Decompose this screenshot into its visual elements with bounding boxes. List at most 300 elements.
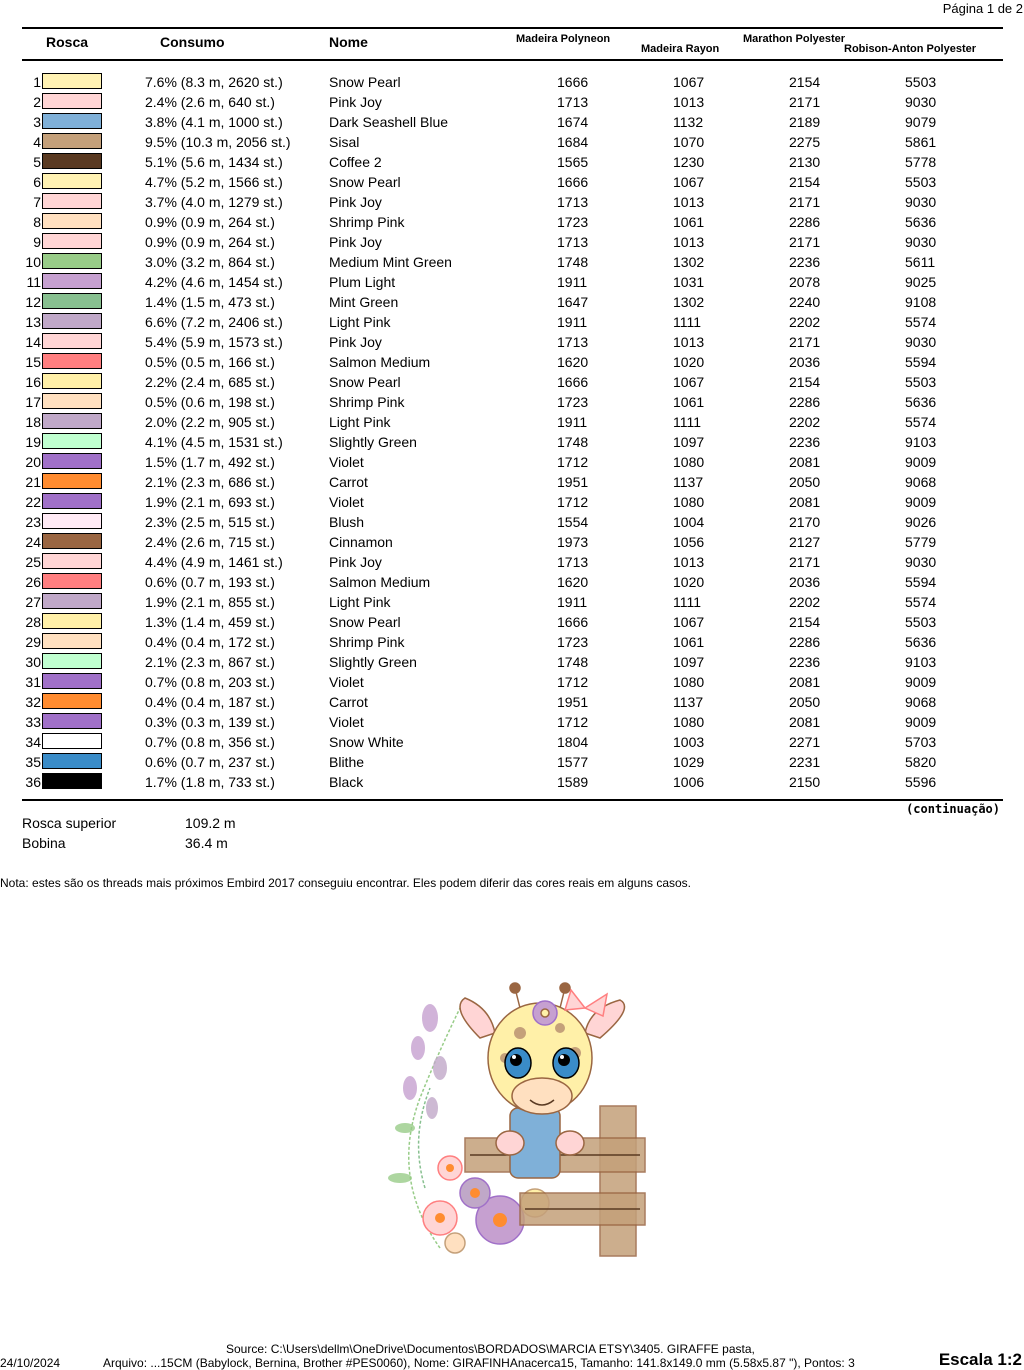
madeira-rayon-cell: 1013 bbox=[673, 554, 705, 570]
color-swatch bbox=[42, 753, 102, 769]
madeira-polyneon-cell: 1951 bbox=[557, 474, 589, 490]
color-swatch bbox=[42, 153, 102, 169]
consumption-cell: 0.9% (0.9 m, 264 st.) bbox=[145, 234, 275, 250]
thread-name-cell: Plum Light bbox=[329, 274, 396, 290]
color-swatch bbox=[42, 113, 102, 129]
robison-anton-cell: 9068 bbox=[905, 474, 937, 490]
table-bottom-rule bbox=[22, 799, 1003, 801]
consumption-cell: 0.7% (0.8 m, 203 st.) bbox=[145, 674, 275, 690]
thread-name-cell: Black bbox=[329, 774, 364, 790]
table-row bbox=[0, 772, 1024, 792]
madeira-polyneon-cell: 1577 bbox=[557, 754, 589, 770]
madeira-polyneon-cell: 1748 bbox=[557, 654, 589, 670]
color-swatch bbox=[42, 253, 102, 269]
footer-source: Source: C:\Users\dellm\OneDrive\Documentos\BORDADOS\MARCIA ETSY\3405. GIRAFFE pasta, bbox=[226, 1342, 755, 1356]
thread-name-cell: Violet bbox=[329, 494, 364, 510]
color-swatch bbox=[42, 93, 102, 109]
header-madeira-rayon: Madeira Rayon bbox=[641, 43, 720, 55]
thread-number: 36 bbox=[25, 774, 41, 790]
madeira-polyneon-cell: 1973 bbox=[557, 534, 589, 550]
color-swatch bbox=[42, 493, 102, 509]
thread-number: 30 bbox=[25, 654, 41, 670]
color-swatch bbox=[42, 713, 102, 729]
madeira-rayon-cell: 1097 bbox=[673, 434, 705, 450]
thread-number: 18 bbox=[25, 414, 41, 430]
thread-name-cell: Shrimp Pink bbox=[329, 214, 405, 230]
robison-anton-cell: 9009 bbox=[905, 674, 937, 690]
thread-number: 6 bbox=[33, 174, 41, 190]
madeira-polyneon-cell: 1713 bbox=[557, 194, 589, 210]
madeira-polyneon-cell: 1666 bbox=[557, 614, 589, 630]
consumption-cell: 0.9% (0.9 m, 264 st.) bbox=[145, 214, 275, 230]
robison-anton-cell: 5703 bbox=[905, 734, 937, 750]
header-robison-anton-polyester: Robison-Anton Polyester bbox=[844, 43, 977, 55]
header-madeira-polyneon: Madeira Polyneon bbox=[516, 33, 611, 45]
madeira-rayon-cell: 1031 bbox=[673, 274, 705, 290]
consumption-cell: 2.1% (2.3 m, 867 st.) bbox=[145, 654, 275, 670]
color-swatch bbox=[42, 733, 102, 749]
thread-number: 27 bbox=[25, 594, 41, 610]
table-row bbox=[0, 92, 1024, 112]
marathon-polyester-cell: 2036 bbox=[789, 574, 821, 590]
thread-name-cell: Salmon Medium bbox=[329, 354, 431, 370]
color-swatch bbox=[42, 613, 102, 629]
marathon-polyester-cell: 2081 bbox=[789, 454, 821, 470]
marathon-polyester-cell: 2275 bbox=[789, 134, 821, 150]
color-swatch bbox=[42, 393, 102, 409]
header-top-rule bbox=[22, 27, 1003, 29]
color-swatch bbox=[42, 73, 102, 89]
robison-anton-cell: 5611 bbox=[905, 254, 936, 270]
thread-number: 9 bbox=[33, 234, 41, 250]
table-row bbox=[0, 72, 1024, 92]
table-row bbox=[0, 152, 1024, 172]
madeira-rayon-cell: 1006 bbox=[673, 774, 705, 790]
thread-name-cell: Shrimp Pink bbox=[329, 634, 405, 650]
table-row bbox=[0, 652, 1024, 672]
table-row bbox=[0, 732, 1024, 752]
consumption-cell: 3.8% (4.1 m, 1000 st.) bbox=[145, 114, 283, 130]
marathon-polyester-cell: 2154 bbox=[789, 374, 821, 390]
madeira-rayon-cell: 1061 bbox=[673, 214, 705, 230]
table-row bbox=[0, 372, 1024, 392]
thread-name-cell: Pink Joy bbox=[329, 94, 382, 110]
color-swatch bbox=[42, 553, 102, 569]
consumption-cell: 2.4% (2.6 m, 640 st.) bbox=[145, 94, 275, 110]
robison-anton-cell: 5503 bbox=[905, 174, 937, 190]
madeira-polyneon-cell: 1565 bbox=[557, 154, 589, 170]
robison-anton-cell: 5820 bbox=[905, 754, 937, 770]
table-row bbox=[0, 412, 1024, 432]
thread-name-cell: Pink Joy bbox=[329, 554, 382, 570]
consumption-cell: 0.4% (0.4 m, 172 st.) bbox=[145, 634, 275, 650]
marathon-polyester-cell: 2154 bbox=[789, 74, 821, 90]
marathon-polyester-cell: 2202 bbox=[789, 314, 821, 330]
thread-name-cell: Violet bbox=[329, 454, 364, 470]
color-swatch bbox=[42, 673, 102, 689]
madeira-rayon-cell: 1056 bbox=[673, 534, 705, 550]
madeira-rayon-cell: 1020 bbox=[673, 574, 705, 590]
marathon-polyester-cell: 2154 bbox=[789, 174, 821, 190]
thread-number: 24 bbox=[25, 534, 41, 550]
thread-name-cell: Pink Joy bbox=[329, 334, 382, 350]
thread-number: 29 bbox=[25, 634, 41, 650]
robison-anton-cell: 5503 bbox=[905, 614, 937, 630]
table-row bbox=[0, 612, 1024, 632]
robison-anton-cell: 9068 bbox=[905, 694, 937, 710]
madeira-polyneon-cell: 1951 bbox=[557, 694, 589, 710]
scale-label: Escala 1:2 bbox=[938, 1350, 1022, 1369]
madeira-polyneon-cell: 1723 bbox=[557, 634, 589, 650]
page-number: Página 1 de 2 bbox=[942, 1, 1023, 16]
marathon-polyester-cell: 2078 bbox=[789, 274, 821, 290]
color-swatch bbox=[42, 773, 102, 789]
color-swatch bbox=[42, 233, 102, 249]
thread-number: 1 bbox=[33, 74, 41, 90]
thread-number: 25 bbox=[25, 554, 41, 570]
consumption-cell: 0.4% (0.4 m, 187 st.) bbox=[145, 694, 275, 710]
consumption-cell: 5.1% (5.6 m, 1434 st.) bbox=[145, 154, 283, 170]
thread-name-cell: Slightly Green bbox=[329, 434, 417, 450]
color-swatch bbox=[42, 173, 102, 189]
top-thread-value: 109.2 m bbox=[185, 815, 236, 831]
consumption-cell: 2.0% (2.2 m, 905 st.) bbox=[145, 414, 275, 430]
header-marathon-polyester: Marathon Polyester bbox=[743, 33, 846, 45]
madeira-polyneon-cell: 1911 bbox=[557, 314, 588, 330]
marathon-polyester-cell: 2202 bbox=[789, 414, 821, 430]
robison-anton-cell: 5596 bbox=[905, 774, 937, 790]
consumption-cell: 1.9% (2.1 m, 693 st.) bbox=[145, 494, 275, 510]
color-swatch bbox=[42, 533, 102, 549]
consumption-cell: 0.5% (0.6 m, 198 st.) bbox=[145, 394, 275, 410]
madeira-polyneon-cell: 1666 bbox=[557, 374, 589, 390]
madeira-rayon-cell: 1111 bbox=[673, 594, 702, 610]
marathon-polyester-cell: 2286 bbox=[789, 214, 821, 230]
robison-anton-cell: 5574 bbox=[905, 594, 937, 610]
madeira-polyneon-cell: 1712 bbox=[557, 454, 589, 470]
consumption-cell: 2.2% (2.4 m, 685 st.) bbox=[145, 374, 275, 390]
thread-number: 21 bbox=[25, 474, 41, 490]
consumption-cell: 4.2% (4.6 m, 1454 st.) bbox=[145, 274, 283, 290]
header-bottom-rule bbox=[22, 59, 1003, 61]
madeira-polyneon-cell: 1748 bbox=[557, 434, 589, 450]
consumption-cell: 2.4% (2.6 m, 715 st.) bbox=[145, 534, 275, 550]
robison-anton-cell: 5636 bbox=[905, 634, 937, 650]
robison-anton-cell: 9009 bbox=[905, 714, 937, 730]
color-swatch bbox=[42, 373, 102, 389]
thread-name-cell: Medium Mint Green bbox=[329, 254, 452, 270]
madeira-polyneon-cell: 1712 bbox=[557, 494, 589, 510]
madeira-rayon-cell: 1111 bbox=[673, 414, 702, 430]
madeira-rayon-cell: 1132 bbox=[673, 114, 704, 130]
color-swatch bbox=[42, 193, 102, 209]
madeira-rayon-cell: 1067 bbox=[673, 174, 705, 190]
madeira-polyneon-cell: 1723 bbox=[557, 214, 589, 230]
marathon-polyester-cell: 2130 bbox=[789, 154, 821, 170]
thread-number: 3 bbox=[33, 114, 41, 130]
table-row bbox=[0, 112, 1024, 132]
robison-anton-cell: 9009 bbox=[905, 494, 937, 510]
thread-number: 35 bbox=[25, 754, 41, 770]
thread-number: 22 bbox=[25, 494, 41, 510]
marathon-polyester-cell: 2271 bbox=[789, 734, 821, 750]
marathon-polyester-cell: 2081 bbox=[789, 494, 821, 510]
thread-number: 2 bbox=[33, 94, 41, 110]
madeira-polyneon-cell: 1647 bbox=[557, 294, 589, 310]
thread-name-cell: Mint Green bbox=[329, 294, 399, 310]
table-row bbox=[0, 472, 1024, 492]
thread-number: 14 bbox=[25, 334, 41, 350]
table-row bbox=[0, 632, 1024, 652]
madeira-polyneon-cell: 1748 bbox=[557, 254, 589, 270]
madeira-rayon-cell: 1230 bbox=[673, 154, 705, 170]
marathon-polyester-cell: 2286 bbox=[789, 394, 821, 410]
marathon-polyester-cell: 2050 bbox=[789, 474, 821, 490]
marathon-polyester-cell: 2127 bbox=[789, 534, 821, 550]
table-row bbox=[0, 212, 1024, 232]
thread-number: 20 bbox=[25, 454, 41, 470]
thread-number: 10 bbox=[25, 254, 41, 270]
madeira-rayon-cell: 1029 bbox=[673, 754, 705, 770]
robison-anton-cell: 9025 bbox=[905, 274, 937, 290]
table-row bbox=[0, 172, 1024, 192]
marathon-polyester-cell: 2231 bbox=[789, 754, 821, 770]
madeira-polyneon-cell: 1713 bbox=[557, 334, 589, 350]
footer-file-info: Arquivo: ...15CM (Babylock, Bernina, Brother #PES0060), Nome: GIRAFINHAnacerca15, Tamanho: 141.8x149.0 mm (5.58x5.87 "), Pontos: 3 bbox=[103, 1356, 855, 1370]
consumption-cell: 1.9% (2.1 m, 855 st.) bbox=[145, 594, 275, 610]
thread-name-cell: Violet bbox=[329, 674, 364, 690]
consumption-cell: 0.6% (0.7 m, 237 st.) bbox=[145, 754, 275, 770]
table-row bbox=[0, 132, 1024, 152]
madeira-polyneon-cell: 1713 bbox=[557, 234, 589, 250]
thread-name-cell: Snow White bbox=[329, 734, 404, 750]
marathon-polyester-cell: 2236 bbox=[789, 434, 821, 450]
consumption-cell: 0.6% (0.7 m, 193 st.) bbox=[145, 574, 275, 590]
madeira-polyneon-cell: 1804 bbox=[557, 734, 589, 750]
marathon-polyester-cell: 2171 bbox=[789, 234, 821, 250]
thread-name-cell: Blush bbox=[329, 514, 365, 530]
thread-name-cell: Slightly Green bbox=[329, 654, 417, 670]
madeira-polyneon-cell: 1712 bbox=[557, 674, 589, 690]
madeira-rayon-cell: 1080 bbox=[673, 494, 705, 510]
color-swatch bbox=[42, 693, 102, 709]
madeira-polyneon-cell: 1713 bbox=[557, 554, 589, 570]
robison-anton-cell: 9030 bbox=[905, 194, 937, 210]
robison-anton-cell: 5503 bbox=[905, 74, 937, 90]
thread-name-cell: Snow Pearl bbox=[329, 374, 401, 390]
consumption-cell: 0.7% (0.8 m, 356 st.) bbox=[145, 734, 275, 750]
madeira-rayon-cell: 1080 bbox=[673, 674, 705, 690]
thread-name-cell: Light Pink bbox=[329, 594, 391, 610]
marathon-polyester-cell: 2171 bbox=[789, 554, 821, 570]
thread-number: 8 bbox=[33, 214, 41, 230]
color-swatch bbox=[42, 653, 102, 669]
consumption-cell: 7.6% (8.3 m, 2620 st.) bbox=[145, 74, 283, 90]
madeira-rayon-cell: 1111 bbox=[673, 314, 702, 330]
robison-anton-cell: 9030 bbox=[905, 334, 937, 350]
table-row bbox=[0, 312, 1024, 332]
table-row bbox=[0, 272, 1024, 292]
consumption-cell: 3.7% (4.0 m, 1279 st.) bbox=[145, 194, 283, 210]
madeira-polyneon-cell: 1723 bbox=[557, 394, 589, 410]
robison-anton-cell: 9030 bbox=[905, 234, 937, 250]
consumption-cell: 3.0% (3.2 m, 864 st.) bbox=[145, 254, 275, 270]
robison-anton-cell: 9079 bbox=[905, 114, 937, 130]
thread-name-cell: Carrot bbox=[329, 694, 368, 710]
madeira-rayon-cell: 1302 bbox=[673, 254, 705, 270]
color-swatch bbox=[42, 513, 102, 529]
marathon-polyester-cell: 2150 bbox=[789, 774, 821, 790]
madeira-rayon-cell: 1004 bbox=[673, 514, 705, 530]
continuation-label: (continuação) bbox=[906, 802, 1000, 816]
table-row bbox=[0, 592, 1024, 612]
consumption-cell: 4.4% (4.9 m, 1461 st.) bbox=[145, 554, 283, 570]
consumption-cell: 1.3% (1.4 m, 459 st.) bbox=[145, 614, 275, 630]
thread-name-cell: Shrimp Pink bbox=[329, 394, 405, 410]
color-swatch bbox=[42, 293, 102, 309]
robison-anton-cell: 5503 bbox=[905, 374, 937, 390]
table-row bbox=[0, 452, 1024, 472]
bobbin-label: Bobina bbox=[22, 835, 66, 851]
marathon-polyester-cell: 2189 bbox=[789, 114, 821, 130]
thread-number: 26 bbox=[25, 574, 41, 590]
table-row bbox=[0, 492, 1024, 512]
thread-number: 32 bbox=[25, 694, 41, 710]
color-swatch bbox=[42, 333, 102, 349]
robison-anton-cell: 5778 bbox=[905, 154, 937, 170]
madeira-polyneon-cell: 1911 bbox=[557, 414, 588, 430]
madeira-rayon-cell: 1067 bbox=[673, 74, 705, 90]
robison-anton-cell: 5779 bbox=[905, 534, 937, 550]
marathon-polyester-cell: 2171 bbox=[789, 94, 821, 110]
robison-anton-cell: 5594 bbox=[905, 354, 937, 370]
color-swatch bbox=[42, 313, 102, 329]
table-row bbox=[0, 552, 1024, 572]
madeira-rayon-cell: 1080 bbox=[673, 714, 705, 730]
consumption-cell: 9.5% (10.3 m, 2056 st.) bbox=[145, 134, 291, 150]
madeira-polyneon-cell: 1620 bbox=[557, 574, 589, 590]
madeira-rayon-cell: 1137 bbox=[673, 694, 704, 710]
consumption-cell: 6.6% (7.2 m, 2406 st.) bbox=[145, 314, 283, 330]
table-row bbox=[0, 332, 1024, 352]
thread-table bbox=[0, 72, 1024, 792]
table-row bbox=[0, 292, 1024, 312]
table-row bbox=[0, 712, 1024, 732]
header-consumo: Consumo bbox=[160, 34, 225, 50]
table-row bbox=[0, 572, 1024, 592]
robison-anton-cell: 5636 bbox=[905, 214, 937, 230]
marathon-polyester-cell: 2236 bbox=[789, 254, 821, 270]
table-row bbox=[0, 692, 1024, 712]
table-row bbox=[0, 532, 1024, 552]
color-swatch bbox=[42, 473, 102, 489]
top-thread-label: Rosca superior bbox=[22, 815, 117, 831]
thread-name-cell: Blithe bbox=[329, 754, 365, 770]
madeira-rayon-cell: 1137 bbox=[673, 474, 704, 490]
consumption-cell: 0.5% (0.5 m, 166 st.) bbox=[145, 354, 275, 370]
robison-anton-cell: 9108 bbox=[905, 294, 937, 310]
thread-name-cell: Carrot bbox=[329, 474, 368, 490]
robison-anton-cell: 5574 bbox=[905, 414, 937, 430]
footer-date: 24/10/2024 bbox=[0, 1356, 61, 1370]
thread-name-cell: Dark Seashell Blue bbox=[329, 114, 449, 130]
table-row bbox=[0, 352, 1024, 372]
thread-number: 17 bbox=[25, 394, 41, 410]
madeira-rayon-cell: 1013 bbox=[673, 194, 705, 210]
marathon-polyester-cell: 2171 bbox=[789, 334, 821, 350]
table-row bbox=[0, 392, 1024, 412]
marathon-polyester-cell: 2240 bbox=[789, 294, 821, 310]
thread-name-cell: Light Pink bbox=[329, 414, 391, 430]
consumption-cell: 5.4% (5.9 m, 1573 st.) bbox=[145, 334, 283, 350]
thread-name-cell: Snow Pearl bbox=[329, 614, 401, 630]
robison-anton-cell: 5574 bbox=[905, 314, 937, 330]
consumption-cell: 2.1% (2.3 m, 686 st.) bbox=[145, 474, 275, 490]
color-swatch bbox=[42, 573, 102, 589]
bobbin-value: 36.4 m bbox=[185, 835, 228, 851]
madeira-polyneon-cell: 1589 bbox=[557, 774, 589, 790]
color-swatch bbox=[42, 453, 102, 469]
madeira-rayon-cell: 1013 bbox=[673, 94, 705, 110]
consumption-cell: 1.7% (1.8 m, 733 st.) bbox=[145, 774, 275, 790]
thread-number: 11 bbox=[26, 274, 41, 290]
consumption-cell: 4.7% (5.2 m, 1566 st.) bbox=[145, 174, 283, 190]
consumption-cell: 1.4% (1.5 m, 473 st.) bbox=[145, 294, 275, 310]
color-swatch bbox=[42, 353, 102, 369]
madeira-polyneon-cell: 1684 bbox=[557, 134, 589, 150]
madeira-rayon-cell: 1003 bbox=[673, 734, 705, 750]
header-rosca: Rosca bbox=[46, 34, 89, 50]
robison-anton-cell: 9026 bbox=[905, 514, 937, 530]
thread-name-cell: Violet bbox=[329, 714, 364, 730]
table-row bbox=[0, 752, 1024, 772]
robison-anton-cell: 9103 bbox=[905, 434, 937, 450]
madeira-rayon-cell: 1080 bbox=[673, 454, 705, 470]
marathon-polyester-cell: 2286 bbox=[789, 634, 821, 650]
header-nome: Nome bbox=[329, 34, 368, 50]
madeira-rayon-cell: 1067 bbox=[673, 374, 705, 390]
thread-number: 19 bbox=[25, 434, 41, 450]
thread-name-cell: Coffee 2 bbox=[329, 154, 382, 170]
consumption-cell: 4.1% (4.5 m, 1531 st.) bbox=[145, 434, 283, 450]
thread-note: Nota: estes são os threads mais próximos Embird 2017 conseguiu encontrar. Eles podem diferir das cores reais em alguns casos. bbox=[0, 876, 692, 890]
madeira-polyneon-cell: 1620 bbox=[557, 354, 589, 370]
thread-number: 16 bbox=[25, 374, 41, 390]
table-row bbox=[0, 252, 1024, 272]
color-swatch bbox=[42, 213, 102, 229]
madeira-rayon-cell: 1061 bbox=[673, 634, 705, 650]
madeira-rayon-cell: 1061 bbox=[673, 394, 705, 410]
madeira-polyneon-cell: 1666 bbox=[557, 74, 589, 90]
robison-anton-cell: 9009 bbox=[905, 454, 937, 470]
thread-name-cell: Pink Joy bbox=[329, 234, 382, 250]
thread-name-cell: Cinnamon bbox=[329, 534, 393, 550]
consumption-cell: 2.3% (2.5 m, 515 st.) bbox=[145, 514, 275, 530]
color-swatch bbox=[42, 593, 102, 609]
thread-number: 28 bbox=[25, 614, 41, 630]
robison-anton-cell: 9030 bbox=[905, 94, 937, 110]
robison-anton-cell: 5636 bbox=[905, 394, 937, 410]
madeira-polyneon-cell: 1666 bbox=[557, 174, 589, 190]
marathon-polyester-cell: 2081 bbox=[789, 714, 821, 730]
color-swatch bbox=[42, 633, 102, 649]
marathon-polyester-cell: 2081 bbox=[789, 674, 821, 690]
marathon-polyester-cell: 2202 bbox=[789, 594, 821, 610]
marathon-polyester-cell: 2050 bbox=[789, 694, 821, 710]
robison-anton-cell: 9030 bbox=[905, 554, 937, 570]
table-row bbox=[0, 432, 1024, 452]
thread-name-cell: Sisal bbox=[329, 134, 360, 150]
